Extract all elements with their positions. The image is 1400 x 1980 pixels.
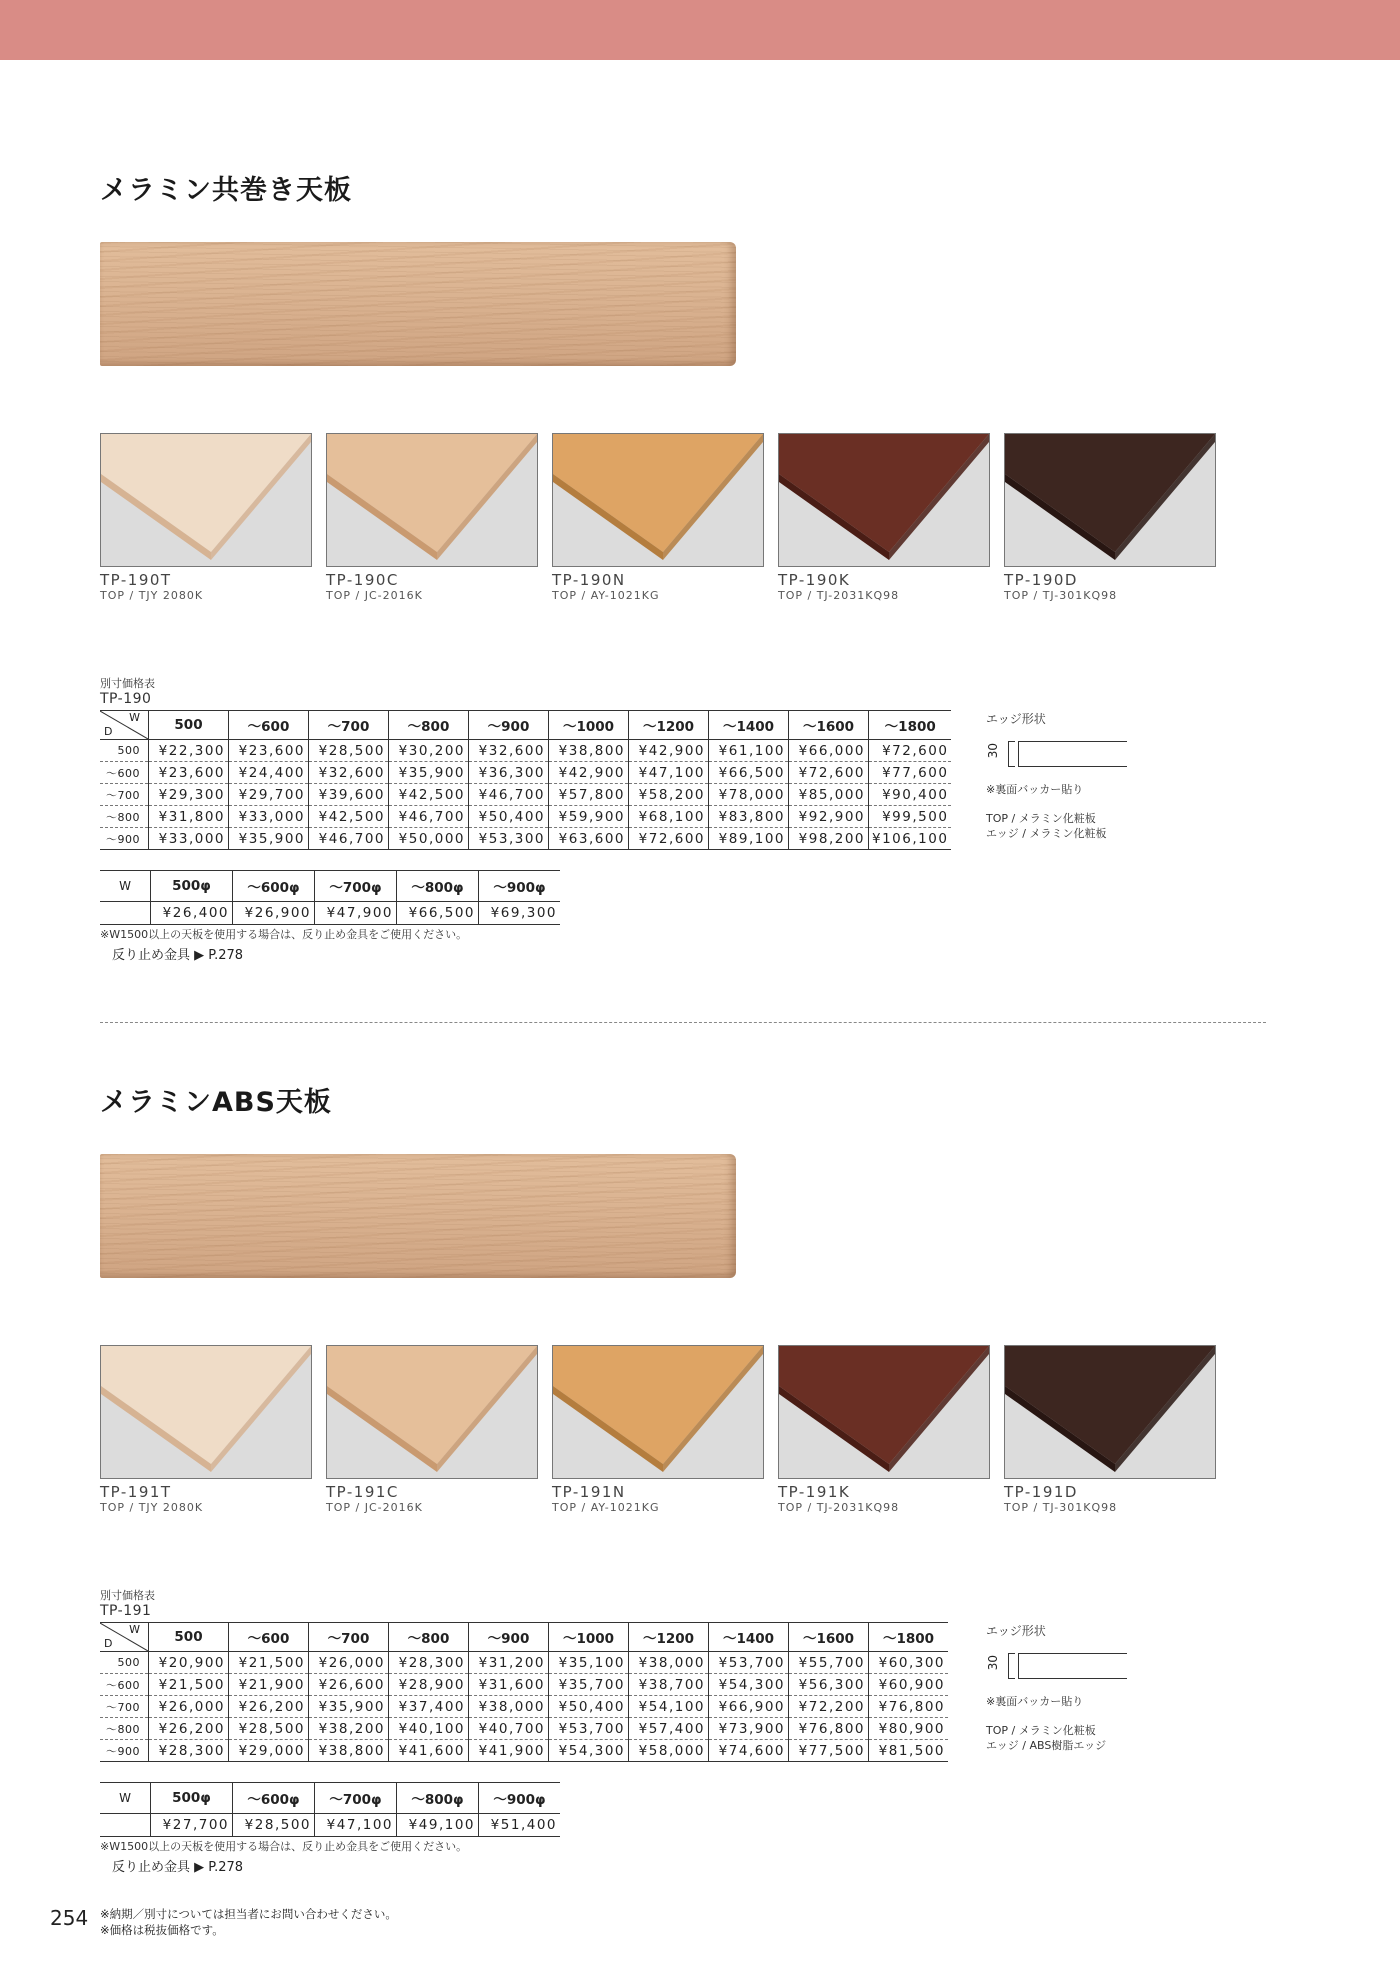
round-price-cell: ¥28,500 [233,1814,315,1837]
price-cell: ¥38,800 [309,1740,389,1762]
price-cell: ¥55,700 [789,1652,869,1674]
price-cell: ¥72,200 [789,1696,869,1718]
price-cell: ¥58,000 [629,1740,709,1762]
note-text: ※W1500以上の天板を使用する場合は、反り止め金具をご使用ください。 [100,1840,468,1853]
swatch-top-material: TOP / JC-2016K [326,1501,423,1514]
round-price-row [100,1814,560,1837]
price-cell: ¥85,000 [789,784,869,806]
section-melamine-wrapped [0,168,1400,1068]
price-cell: ¥42,500 [389,784,469,806]
top-color-bar [0,0,1400,60]
price-cell: ¥61,100 [709,740,789,762]
row-depth-label: ～900 [100,1740,149,1762]
column-header: 500 [149,1623,229,1652]
product-hero-image [100,1154,736,1278]
swatch-code: TP-191N [552,1483,626,1501]
price-cell: ¥28,300 [149,1740,229,1762]
round-column-header: ～900φ [479,871,561,902]
price-cell: ¥77,600 [869,762,952,784]
edge-spec [986,1723,1186,1753]
swatch-top-material: TOP / JC-2016K [326,589,423,602]
price-cell: ¥53,700 [549,1718,629,1740]
price-cell: ¥38,200 [309,1718,389,1740]
corner-d-label: D [104,1637,113,1650]
price-cell: ¥92,900 [789,806,869,828]
table-row [100,740,951,762]
table-row [100,762,951,784]
table-row [100,784,951,806]
price-cell: ¥26,000 [149,1696,229,1718]
swatch-code: TP-190D [1004,571,1078,589]
price-cell: ¥106,100 [869,828,952,850]
round-column-header: ～600φ [233,1783,315,1814]
table-row [100,1652,948,1674]
swatch-image [326,1345,538,1479]
price-cell: ¥72,600 [789,762,869,784]
column-header: ～900 [469,711,549,740]
row-depth-label: ～900 [100,828,149,850]
price-cell: ¥32,600 [309,762,389,784]
price-cell: ¥31,800 [149,806,229,828]
edge-spec-top: TOP / メラミン化粧板 [986,1724,1096,1737]
table-row [100,1740,948,1762]
price-cell: ¥36,300 [469,762,549,784]
round-empty-cell [100,902,151,925]
round-price-cell: ¥27,700 [151,1814,233,1837]
price-cell: ¥80,900 [869,1718,949,1740]
swatch-code: TP-191D [1004,1483,1078,1501]
price-cell: ¥72,600 [869,740,952,762]
swatch-code: TP-190N [552,571,626,589]
column-header: 500 [149,711,229,740]
swatch-top-material: TOP / TJY 2080K [100,589,204,602]
footer-notes [100,1906,397,1938]
price-cell: ¥50,400 [549,1696,629,1718]
round-price-cell: ¥51,400 [479,1814,561,1837]
price-cell: ¥21,900 [229,1674,309,1696]
column-header: ～1600 [789,711,869,740]
price-cell: ¥23,600 [149,762,229,784]
row-depth-label: ～800 [100,1718,149,1740]
swatch-code: TP-190C [326,571,399,589]
swatch-image [778,433,990,567]
price-cell: ¥38,000 [629,1652,709,1674]
price-table [100,1622,948,1762]
price-cell: ¥58,200 [629,784,709,806]
price-cell: ¥42,900 [549,762,629,784]
price-cell: ¥41,600 [389,1740,469,1762]
swatch-tp-191d [1004,1345,1214,1515]
price-cell: ¥53,300 [469,828,549,850]
price-cell: ¥20,900 [149,1652,229,1674]
section-title: メラミン共巻き天板 [100,175,352,206]
price-cell: ¥38,800 [549,740,629,762]
round-column-header: ～600φ [233,871,315,902]
column-header: ～1400 [709,711,789,740]
edge-board [1018,741,1127,767]
section-divider [100,1022,1266,1023]
round-column-header: 500φ [151,871,233,902]
price-cell: ¥35,900 [229,828,309,850]
corner-d-label: D [104,725,113,738]
edge-profile-title: エッジ形状 [986,712,1046,726]
price-cell: ¥29,000 [229,1740,309,1762]
price-cell: ¥35,900 [389,762,469,784]
price-cell: ¥46,700 [469,784,549,806]
edge-spec [986,811,1186,841]
corner-w-label: W [129,1623,140,1636]
price-cell: ¥39,600 [309,784,389,806]
price-cell: ¥56,300 [789,1674,869,1696]
edge-spec-edge: エッジ / メラミン化粧板 [986,827,1107,840]
edge-profile-diagram [986,741,1186,771]
table-corner-header [100,711,149,740]
price-cell: ¥33,000 [229,806,309,828]
price-cell: ¥35,700 [549,1674,629,1696]
round-column-header: ～700φ [315,871,397,902]
swatch-tp-191c [326,1345,536,1515]
price-cell: ¥60,900 [869,1674,949,1696]
row-depth-label: ～800 [100,806,149,828]
swatch-code: TP-191T [100,1483,172,1501]
swatch-tp-190n [552,433,762,603]
price-cell: ¥40,700 [469,1718,549,1740]
edge-backer-note: ※裏面バッカー貼り [986,1695,1084,1708]
price-cell: ¥60,300 [869,1652,949,1674]
price-cell: ¥59,900 [549,806,629,828]
column-header: ～1800 [869,1623,949,1652]
swatch-tp-191t [100,1345,310,1515]
swatch-tp-190t [100,433,310,603]
column-header: ～1200 [629,1623,709,1652]
round-table-label: W [100,871,151,902]
price-cell: ¥98,200 [789,828,869,850]
round-price-cell: ¥47,100 [315,1814,397,1837]
section-title: メラミンABS天板 [100,1087,332,1118]
price-cell: ¥28,900 [389,1674,469,1696]
price-cell: ¥26,000 [309,1652,389,1674]
round-price-cell: ¥49,100 [397,1814,479,1837]
swatch-image [552,433,764,567]
swatch-top-material: TOP / TJ-2031KQ98 [778,1501,900,1514]
price-cell: ¥29,300 [149,784,229,806]
swatch-image [778,1345,990,1479]
swatch-tp-190c [326,433,536,603]
round-column-header: ～900φ [479,1783,561,1814]
column-header: ～1800 [869,711,952,740]
swatch-top-material: TOP / TJY 2080K [100,1501,204,1514]
swatch-code: TP-191K [778,1483,851,1501]
edge-profile-title: エッジ形状 [986,1624,1046,1638]
table-row [100,1718,948,1740]
price-cell: ¥76,800 [869,1696,949,1718]
swatch-top-material: TOP / AY-1021KG [552,589,660,602]
section-melamine-abs [0,1080,1400,1980]
price-cell: ¥57,800 [549,784,629,806]
row-depth-label: 500 [100,1652,149,1674]
round-price-row [100,902,560,925]
price-cell: ¥66,000 [789,740,869,762]
table-corner-header [100,1623,149,1652]
price-cell: ¥40,100 [389,1718,469,1740]
swatch-image [100,433,312,567]
table-row [100,1696,948,1718]
edge-profile-diagram [986,1653,1186,1683]
price-table-model: TP-191 [100,1603,152,1619]
price-cell: ¥29,700 [229,784,309,806]
price-cell: ¥37,400 [389,1696,469,1718]
edge-thickness: 30 [986,1655,1000,1671]
swatch-image [1004,1345,1216,1479]
column-header: ～900 [469,1623,549,1652]
swatch-top-material: TOP / TJ-301KQ98 [1004,1501,1118,1514]
round-price-table [100,870,560,925]
note-text: ※W1500以上の天板を使用する場合は、反り止め金具をご使用ください。 [100,928,468,941]
price-cell: ¥32,600 [469,740,549,762]
price-cell: ¥33,000 [149,828,229,850]
price-table-caption: 別寸価格表 [100,677,155,690]
column-header: ～600 [229,1623,309,1652]
swatch-image [326,433,538,567]
edge-spec-edge: エッジ / ABS樹脂エッジ [986,1739,1107,1752]
price-cell: ¥68,100 [629,806,709,828]
price-cell: ¥26,600 [309,1674,389,1696]
price-cell: ¥73,900 [709,1718,789,1740]
price-cell: ¥46,700 [309,828,389,850]
round-column-header: ～800φ [397,871,479,902]
swatch-tp-191k [778,1345,988,1515]
column-header: ～800 [389,711,469,740]
swatch-code: TP-190T [100,571,172,589]
column-header: ～1200 [629,711,709,740]
round-price-cell: ¥69,300 [479,902,561,925]
price-cell: ¥99,500 [869,806,952,828]
column-header: ～1000 [549,1623,629,1652]
row-depth-label: ～600 [100,1674,149,1696]
price-cell: ¥30,200 [389,740,469,762]
price-cell: ¥42,500 [309,806,389,828]
edge-profile [986,1622,1186,1753]
price-cell: ¥31,200 [469,1652,549,1674]
price-cell: ¥22,300 [149,740,229,762]
column-header: ～1000 [549,711,629,740]
price-cell: ¥54,300 [549,1740,629,1762]
round-price-cell: ¥47,900 [315,902,397,925]
table-row [100,806,951,828]
color-swatches [100,1345,1220,1545]
row-depth-label: ～700 [100,1696,149,1718]
price-cell: ¥77,500 [789,1740,869,1762]
price-cell: ¥83,800 [709,806,789,828]
swatch-image [1004,433,1216,567]
table-row [100,1674,948,1696]
swatch-image [552,1345,764,1479]
price-cell: ¥54,300 [709,1674,789,1696]
column-header: ～600 [229,711,309,740]
round-empty-cell [100,1814,151,1837]
color-swatches [100,433,1220,633]
price-cell: ¥63,600 [549,828,629,850]
round-column-header: ～800φ [397,1783,479,1814]
column-header: ～700 [309,1623,389,1652]
round-table-label: W [100,1783,151,1814]
swatch-image [100,1345,312,1479]
edge-thickness: 30 [986,743,1000,759]
price-cell: ¥42,900 [629,740,709,762]
swatch-code: TP-191C [326,1483,399,1501]
row-depth-label: 500 [100,740,149,762]
price-cell: ¥35,100 [549,1652,629,1674]
price-cell: ¥46,700 [389,806,469,828]
row-depth-label: ～600 [100,762,149,784]
edge-spec-top: TOP / メラミン化粧板 [986,812,1096,825]
price-cell: ¥78,000 [709,784,789,806]
reference-link[interactable]: 反り止め金具 ▶ P.278 [112,948,244,963]
price-cell: ¥41,900 [469,1740,549,1762]
page-number: 254 [50,1906,89,1930]
price-cell: ¥47,100 [629,762,709,784]
swatch-tp-190d [1004,433,1214,603]
column-header: ～1600 [789,1623,869,1652]
swatch-top-material: TOP / TJ-301KQ98 [1004,589,1118,602]
price-cell: ¥53,700 [709,1652,789,1674]
round-price-cell: ¥66,500 [397,902,479,925]
price-cell: ¥31,600 [469,1674,549,1696]
price-cell: ¥66,500 [709,762,789,784]
price-cell: ¥89,100 [709,828,789,850]
price-cell: ¥24,400 [229,762,309,784]
price-table [100,710,951,850]
price-cell: ¥50,400 [469,806,549,828]
price-cell: ¥26,200 [149,1718,229,1740]
swatch-tp-191n [552,1345,762,1515]
price-cell: ¥50,000 [389,828,469,850]
price-cell: ¥38,000 [469,1696,549,1718]
swatch-top-material: TOP / AY-1021KG [552,1501,660,1514]
edge-backer-note: ※裏面バッカー貼り [986,783,1084,796]
round-price-cell: ¥26,400 [151,902,233,925]
round-price-cell: ¥26,900 [233,902,315,925]
price-cell: ¥21,500 [229,1652,309,1674]
price-cell: ¥57,400 [629,1718,709,1740]
reference-link[interactable]: 反り止め金具 ▶ P.278 [112,1860,244,1875]
column-header: ～700 [309,711,389,740]
footer-note: ※価格は税抜価格です。 [100,1923,224,1937]
round-column-header: ～700φ [315,1783,397,1814]
price-cell: ¥90,400 [869,784,952,806]
price-cell: ¥23,600 [229,740,309,762]
price-cell: ¥35,900 [309,1696,389,1718]
swatch-tp-190k [778,433,988,603]
product-hero-image [100,242,736,366]
price-cell: ¥28,300 [389,1652,469,1674]
corner-w-label: W [129,711,140,724]
price-table-caption: 別寸価格表 [100,1589,155,1602]
round-column-header: 500φ [151,1783,233,1814]
edge-board [1018,1653,1127,1679]
swatch-top-material: TOP / TJ-2031KQ98 [778,589,900,602]
price-cell: ¥21,500 [149,1674,229,1696]
column-header: ～800 [389,1623,469,1652]
price-cell: ¥26,200 [229,1696,309,1718]
round-price-table [100,1782,560,1837]
edge-profile [986,710,1186,841]
price-cell: ¥38,700 [629,1674,709,1696]
price-cell: ¥66,900 [709,1696,789,1718]
price-cell: ¥72,600 [629,828,709,850]
price-cell: ¥76,800 [789,1718,869,1740]
footer-note: ※納期／別寸については担当者にお問い合わせください。 [100,1907,397,1921]
price-cell: ¥28,500 [229,1718,309,1740]
row-depth-label: ～700 [100,784,149,806]
price-cell: ¥28,500 [309,740,389,762]
price-table-model: TP-190 [100,691,152,707]
price-cell: ¥74,600 [709,1740,789,1762]
swatch-code: TP-190K [778,571,851,589]
price-cell: ¥81,500 [869,1740,949,1762]
table-row [100,828,951,850]
edge-bracket [1008,741,1015,767]
price-cell: ¥54,100 [629,1696,709,1718]
column-header: ～1400 [709,1623,789,1652]
edge-bracket [1008,1653,1015,1679]
